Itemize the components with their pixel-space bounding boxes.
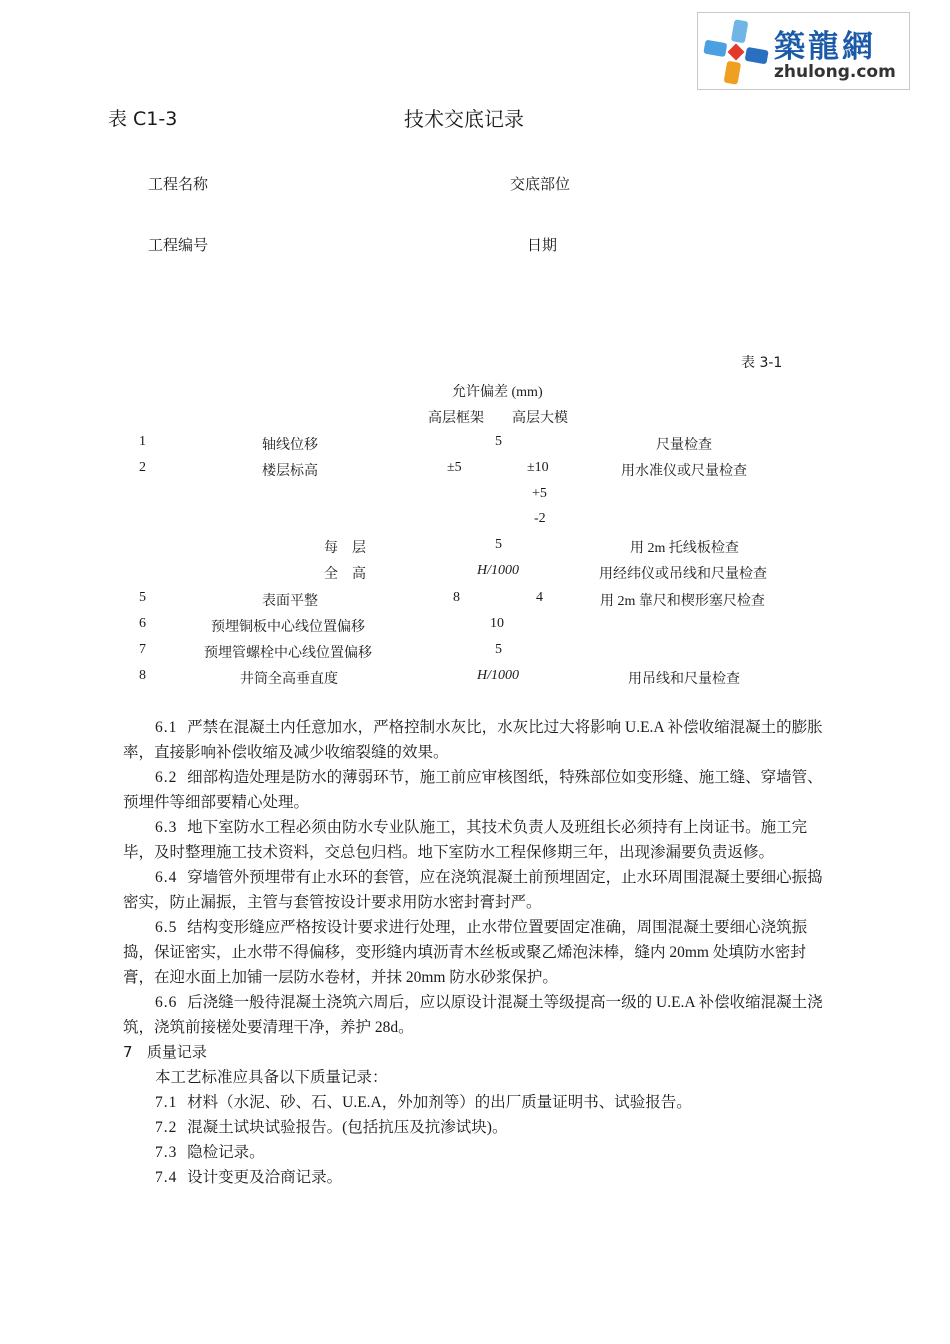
table-cell-value: 5 <box>495 642 502 657</box>
table-cell-value: 10 <box>490 616 504 631</box>
paragraph-number: 6.1 <box>155 719 188 736</box>
table-cell-method: 用经纬仪或吊线和尺量检查 <box>599 567 767 582</box>
section-heading: 7 质量记录 <box>123 1043 207 1061</box>
list-item-text: 混凝土试块试验报告。(包括抗压及抗渗试块)。 <box>187 1119 508 1136</box>
table-cell-item: 轴线位移 <box>262 438 318 453</box>
table-cell-item: 表面平整 <box>262 594 318 609</box>
list-item-text: 隐检记录。 <box>187 1144 265 1161</box>
page-title: 技术交底记录 <box>404 107 524 131</box>
table-cell-method: 尺量检查 <box>656 438 712 453</box>
paragraph-text: 后浇缝一般待混凝土浇筑六周后，应以原设计混凝土等级提高一级的 U.E.A 补偿收缩混凝土浇筑，浇筑前接槎处要清理干净，养护 28d。 <box>123 994 823 1036</box>
table-cell-item: 预埋管螺栓中心线位置偏移 <box>204 646 372 661</box>
paragraph-number: 6.4 <box>155 869 188 886</box>
table-cell-item: 楼层标高 <box>262 464 318 479</box>
list-item <box>123 1115 833 1140</box>
paragraph-number: 6.5 <box>155 919 188 936</box>
part-label: 交底部位 <box>510 175 571 193</box>
table-cell-no: 2 <box>139 460 146 475</box>
list-item-number: 7.1 <box>155 1094 188 1111</box>
table-cell-value-2: -2 <box>534 511 546 526</box>
table-cell-value: H/1000 <box>477 563 519 578</box>
paragraph <box>123 815 833 865</box>
paragraph-text: 细部构造处理是防水的薄弱环节，施工前应审核图纸，特殊部位如变形缝、施工缝、穿墙管、预埋件等细部要精心处理。 <box>123 769 823 811</box>
date-label: 日期 <box>527 236 558 254</box>
table-cell-no: 5 <box>139 590 146 605</box>
list-item <box>123 1090 833 1115</box>
table-cell-value: H/1000 <box>477 668 519 683</box>
allowance-header: 允许偏差 (mm) <box>452 385 543 400</box>
paragraph <box>123 715 833 765</box>
table-cell-no: 8 <box>139 668 146 683</box>
table-cell-method: 用 2m 托线板检查 <box>630 541 739 556</box>
list-item-number: 7.4 <box>155 1169 188 1186</box>
list-item <box>123 1165 833 1190</box>
col-frame-header: 高层框架 <box>428 411 484 426</box>
list-item-text: 设计变更及洽商记录。 <box>187 1169 343 1186</box>
paragraph <box>123 765 833 815</box>
project-no-label: 工程编号 <box>148 236 209 254</box>
table-cell-value: ±5 <box>447 460 462 475</box>
table-cell-value: 8 <box>453 590 460 605</box>
table-cell-method: 用吊线和尺量检查 <box>628 672 740 687</box>
table-cell-value-2: +5 <box>532 486 547 501</box>
table-cell-method: 用水准仪或尺量检查 <box>621 464 747 479</box>
table-cell-no: 7 <box>139 642 146 657</box>
table-cell-no: 6 <box>139 616 146 631</box>
list-item-number: 7.3 <box>155 1144 188 1161</box>
table-cell-item: 每 层 <box>324 541 366 556</box>
section-intro: 本工艺标准应具备以下质量记录： <box>155 1069 388 1086</box>
table-cell-value-2: 4 <box>536 590 543 605</box>
table-cell-value-2: ±10 <box>527 460 549 475</box>
list-item <box>123 1140 833 1165</box>
paragraph <box>123 915 833 990</box>
table-cell-value: 5 <box>495 434 502 449</box>
paragraph-number: 6.3 <box>155 819 188 836</box>
paragraph <box>123 865 833 915</box>
paragraph-text: 结构变形缝应严格按设计要求进行处理，止水带位置要固定准确，周围混凝土要细心浇筑振捣，保证密实，止水带不得偏移，变形缝内填沥青木丝板或聚乙烯泡沫棒，缝内 20mm 处填防水密封膏，在迎水面上加铺一层防水卷材，并抹 20mm 防水砂浆保护。 <box>123 919 808 986</box>
project-name-label: 工程名称 <box>148 175 209 193</box>
form-code: 表 C1-3 <box>108 108 178 130</box>
table-caption: 表 3-1 <box>741 355 783 371</box>
table-cell-method: 用 2m 靠尺和楔形塞尺检查 <box>600 594 765 609</box>
table-cell-no: 1 <box>139 434 146 449</box>
table-cell-value: 5 <box>495 537 502 552</box>
list-item-number: 7.2 <box>155 1119 188 1136</box>
paragraph <box>123 990 833 1040</box>
paragraph-text: 严禁在混凝土内任意加水，严格控制水灰比，水灰比过大将影响 U.E.A 补偿收缩混凝土的膨胀率，直接影响补偿收缩及减少收缩裂缝的效果。 <box>123 719 823 761</box>
paragraph-text: 穿墙管外预埋带有止水环的套管，应在浇筑混凝土前预埋固定，止水环周围混凝土要细心振捣密实，防止漏振，主管与套管按设计要求用防水密封膏封严。 <box>123 869 823 911</box>
paragraph-number: 6.2 <box>155 769 188 786</box>
body-text <box>123 715 833 1190</box>
col-mold-header: 高层大模 <box>512 411 568 426</box>
logo-english-text: zhulong.com <box>774 62 896 82</box>
table-cell-item: 井筒全高垂直度 <box>240 672 338 687</box>
paragraph-text: 地下室防水工程必须由防水专业队施工，其技术负责人及班组长必须持有上岗证书。施工完毕，及时整理施工技术资料，交总包归档。地下室防水工程保修期三年，出现渗漏要负责返修。 <box>123 819 808 861</box>
zhulong-logo <box>697 12 910 90</box>
logo-chinese-text: 築龍網 <box>774 29 876 65</box>
list-item-text: 材料（水泥、砂、石、U.E.A，外加剂等）的出厂质量证明书、试验报告。 <box>187 1094 692 1111</box>
table-cell-item: 全 高 <box>324 567 366 582</box>
table-cell-item: 预埋铜板中心线位置偏移 <box>211 620 365 635</box>
paragraph-number: 6.6 <box>155 994 188 1011</box>
pinwheel-logo-icon <box>700 16 772 88</box>
